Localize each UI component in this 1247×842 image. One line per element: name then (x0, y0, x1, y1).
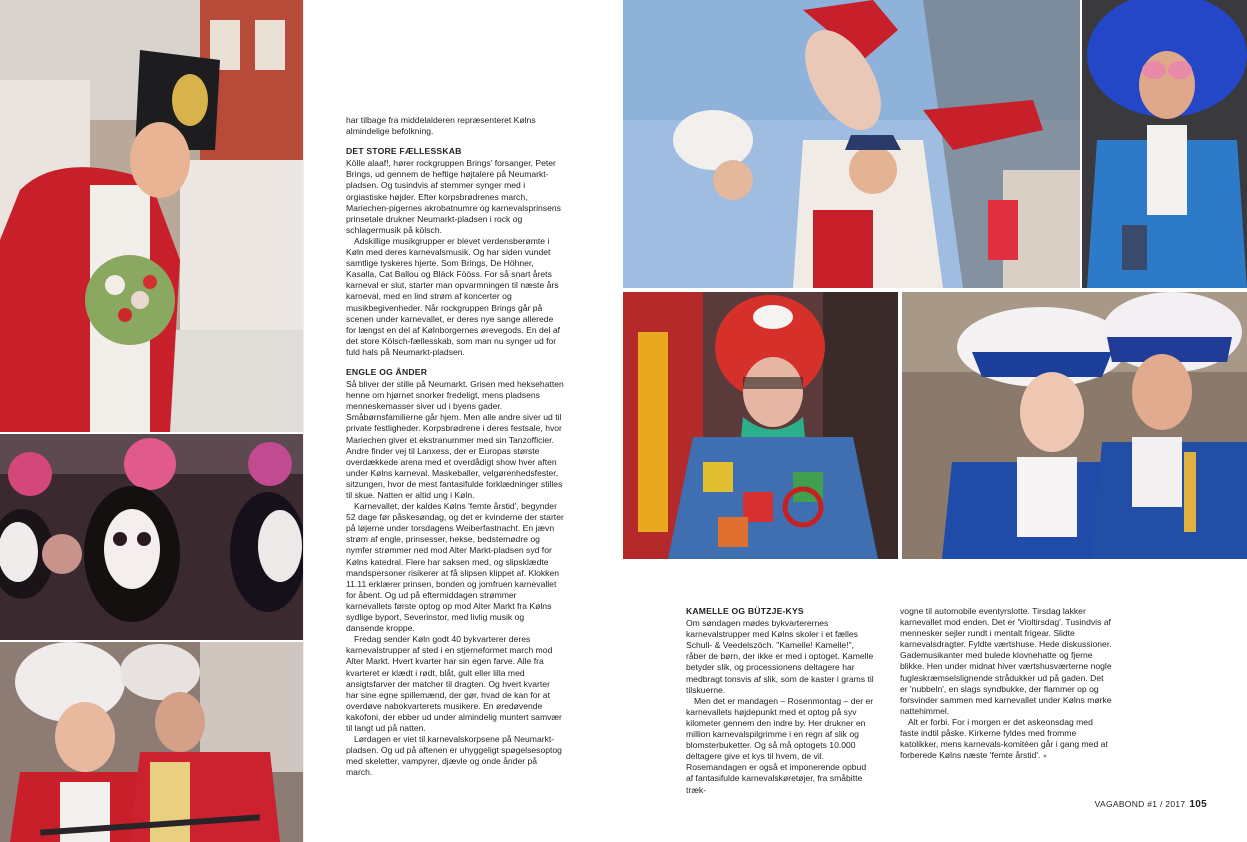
photo-red-wig-art (623, 292, 898, 559)
paragraph-text: Alt er forbi. For i morgen er det askeonsdag med faste indtil påske. Kirkerne fyldes med fromme katolikker, mens karnevals-komitéen går i gang med at forberede Kølns næste 'femte årstid'. (900, 716, 1108, 761)
text-column-1 (346, 115, 564, 778)
paragraph: Karnevallet, der kaldes Kølns 'femte årstid', begynder 52 dage før påskesøndag, og det er kvinderne der starter på løjerne under torsdagens Weiberfastnacht. En jævn strøm af engle, prinsesser, hekse, bedstemødre og nymfer strømmer ned mod Alter Markt-pladsen syd for Kølns katedral. Flere har saksen med, og slipsklædte mandspersoner risikerer at få slipsen klippet af. Klokken 11.11 erklærer prinsen, bonden og jomfruen karnevallet for åbent. Og ud på eftermiddagen strømmer karnevallets første optog op mod Alter Markt fra Kølns sydlige byport, Severinstor, med livlig musik og dansende kroppe. (346, 501, 564, 634)
photo-acrobat (623, 0, 1080, 288)
end-mark-icon: ● (1042, 753, 1047, 761)
intro-paragraph: har tilbage fra middelalderen repræsenteret Kølns almindelige befolkning. (346, 115, 536, 137)
photo-blue-wig (1082, 0, 1247, 288)
paragraph: Kölle alaaf!, hører rockgruppen Brings' forsanger, Peter Brings, ud gennem de heftige højtalere på Neumarkt-pladsen. Og tusindvis af stemmer synger med i orgiastiske højder. Efter korpsbrødrenes march, Mariechen-pigernes akrobatnumre og karnevalsprinsens prinsetale drukner Neumarkt-pladsen i rock og schlagermusik på kölsch. (346, 158, 561, 235)
photo-red-guards (0, 642, 303, 842)
heading-kamelle-og-butzje-kys: KAMELLE OG BÜTZJE-KYS (686, 606, 804, 616)
paragraph: Lørdagen er viet til karnevalskorpsene på Neumarkt-pladsen. Og ud på aftenen er uhyggeligt spøgelsesoptog med skeletter, vampyrer, djævle og onde ånder på march. (346, 734, 562, 778)
paragraph: Men det er mandagen – Rosenmontag – der er karnevallets højdepunkt med et optog på syv kilometer gennem den indre by. Her drukner en million karnevalspilgrimme i en regn af slik og blomsterbuketter. Og så må optogets 10.000 deltagere give et kys til hvem, de vil. Rosemandagen er også et imponerende opbud af fantasifulde karnevalskøretøjer, fra småbitte træk- (686, 695, 874, 795)
heading-det-store-faellesskab: DET STORE FÆLLESSKAB (346, 146, 462, 157)
photo-red-guards-art (0, 642, 303, 842)
magazine-issue: VAGABOND #1 / 2017 (1094, 799, 1186, 809)
paragraph (900, 717, 1112, 762)
page-folio (1095, 799, 1207, 810)
paragraph: Fredag sender Køln godt 40 bykvarterer deres karnevalstrupper af sted i en stjerneformet march mod Alter Markt. Hvert kvarter har sin egen farve. Alle fra kvarteret er klædt i rødt, blåt, gult eller lilla med ansigtsfarver der matcher til dragten. Og hvert kvarter har sine egne spillemænd, der gør, hvad de kan for at overdøve nabokvarterets musikere. En øredøvende kakofoni, der ebber ud under almindelig muntert samvær til langt ud på natten. (346, 634, 562, 733)
text-column-2 (686, 606, 874, 796)
photo-skull-faces (0, 434, 303, 640)
photo-soldier-flowers (0, 0, 303, 432)
photo-acrobat-art (623, 0, 1080, 288)
photo-blue-couple (902, 292, 1247, 559)
photo-red-wig (623, 292, 898, 559)
page-number: 105 (1189, 799, 1207, 810)
heading-engle-og-aander: ENGLE OG ÅNDER (346, 366, 428, 377)
page-gutter (303, 0, 304, 842)
photo-skull-faces-art (0, 434, 303, 640)
paragraph: Adskillige musikgrupper er blevet verdensberømte i Køln med deres karnevalsmusik. Og har siden vundet samtlige tyskeres hjerte. Som Brings, De Höhner, Kasalla, Cat Ballou og Bläck Fööss. For så snart årets karneval er slut, starter man opvarmningen til næste års karneval, med en lind strøm af koncerter og musikbegivenheder. Når rockgruppen Brings går på scenen under karnevallet, er deres nye sange allerede for længst en del af Kølnborgernes ørevegods. En del af det store Kölsch-fællesskab, som man nu synger ud for fuld hals på Neumarkt-pladsen. (346, 235, 561, 357)
paragraph: vogne til automobile eventyrslotte. Tirsdag lakker karnevallet mod enden. Det er 'Violtirsdag'. Tusindvis af mennesker sejler rundt i mentalt frigear. Slidte karnevalsdragter. Fyldte værtshuse. Hede diskussioner. Gademusikanter med bulede klovnehatte og fjerne blikke. Hen under midnat hiver værtshusværterne nogle fugleskræmselslignende strådukker ud på gaden. Det er 'nubbeln', en slags syndbukke, der flammer op og forsvinder sammen med karnevallet under Kølns mørke nattehimmel. (900, 606, 1112, 716)
text-column-3 (900, 606, 1112, 762)
paragraph: Om søndagen mødes bykvarterernes karnevalstrupper med Kølns skoler i et fælles Schull- & Veedelszöch. "Kamelle! Kamelle!", råber de børn, der ikke er med i optoget. Kamelle betyder slik, og processionens deltagere har medbragt tonsvis af slik, som de kaster i grams til tilskuerne. (686, 618, 874, 695)
photo-soldier-flowers-art (0, 0, 303, 432)
photo-blue-wig-art (1082, 0, 1247, 288)
paragraph: Så bliver der stille på Neumarkt. Grisen med heksehatten henne om hjørnet snorker fredeligt, mens pladsens menneskemasser siver ud i byens gader. Småbørnsfamilierne går hjem. Men alle andre siver ud til private festligheder. Korpsbrødrene i deres festsale, hvor Mariechen giver et ekstranummer med sin Tanzofficier. Andre finder vej til Lanxess, der er Europas største overdækkede arena med et overdådigt show hver aften under Kølns karneval. Maskeballer, velgørenhedsfester, sitzungen, hvor de mest fantasifulde forklædninger stilles til skue. Natten er altid ung i Køln. (346, 379, 564, 500)
photo-blue-couple-art (902, 292, 1247, 559)
